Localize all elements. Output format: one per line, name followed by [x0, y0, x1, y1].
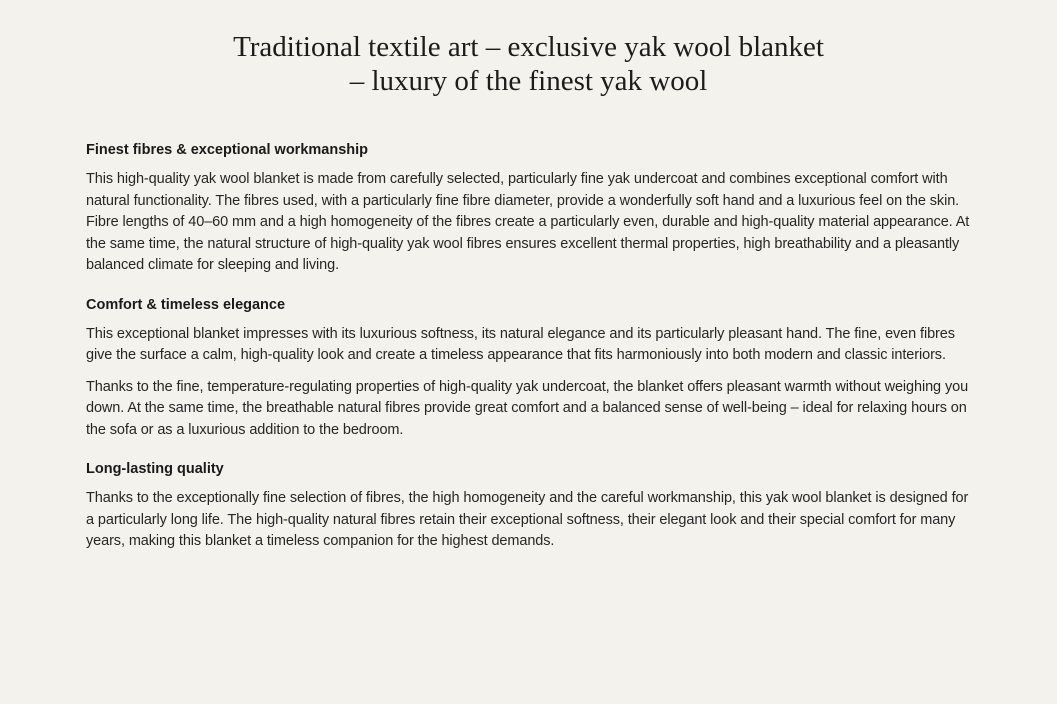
section-paragraph: Thanks to the fine, temperature-regulating properties of high-quality yak undercoat, the blanket offers pleasant warmth without weighing you down. At the same time, the breathable natural fibres provide great comfort and a balanced sense of well-being – ideal for relaxing hours on the sofa or as a luxurious addition to the bedroom.	[86, 378, 969, 438]
section-quality	[86, 459, 971, 553]
section-comfort	[86, 295, 971, 442]
section-paragraph: This exceptional blanket impresses with its luxurious softness, its natural elegance and its particularly pleasant hand. The fine, even fibres give the surface a calm, high-quality look and create a timeless appearance that fits harmoniously into both modern and classic interiors.	[86, 325, 955, 363]
description-content	[86, 140, 971, 571]
page-title-line-1: Traditional textile art – exclusive yak wool blanket	[233, 31, 824, 63]
page-title	[0, 30, 1057, 98]
section-heading: Finest fibres & exceptional workmanship	[86, 142, 369, 158]
page-title-line-2: – luxury of the finest yak wool	[349, 65, 708, 97]
section-fibres	[86, 140, 971, 277]
section-heading: Comfort & timeless elegance	[86, 296, 286, 313]
section-heading: Long-lasting quality	[86, 461, 224, 477]
section-paragraph: This high-quality yak wool blanket is made from carefully selected, particularly fine yak undercoat and combines exceptional comfort with natural functionality. The fibres used, with a particularly fine fibre diameter, provide a wonderfully soft hand and a luxurious feel on the skin. Fibre lengths of 40–60 mm and a high homogeneity of the fibres create a particularly even, durable and high-quality material appearance. At the same time, the natural structure of high-quality yak wool fibres ensures excellent thermal properties, high breathability and a pleasantly balanced climate for sleeping and living.	[86, 171, 970, 273]
section-paragraph: Thanks to the exceptionally fine selection of fibres, the high homogeneity and the careful workmanship, this yak wool blanket is designed for a particularly long life. The high-quality natural fibres retain their exceptional softness, their elegant look and their special comfort for many years, making this blanket a timeless companion for the highest demands.	[86, 490, 969, 549]
